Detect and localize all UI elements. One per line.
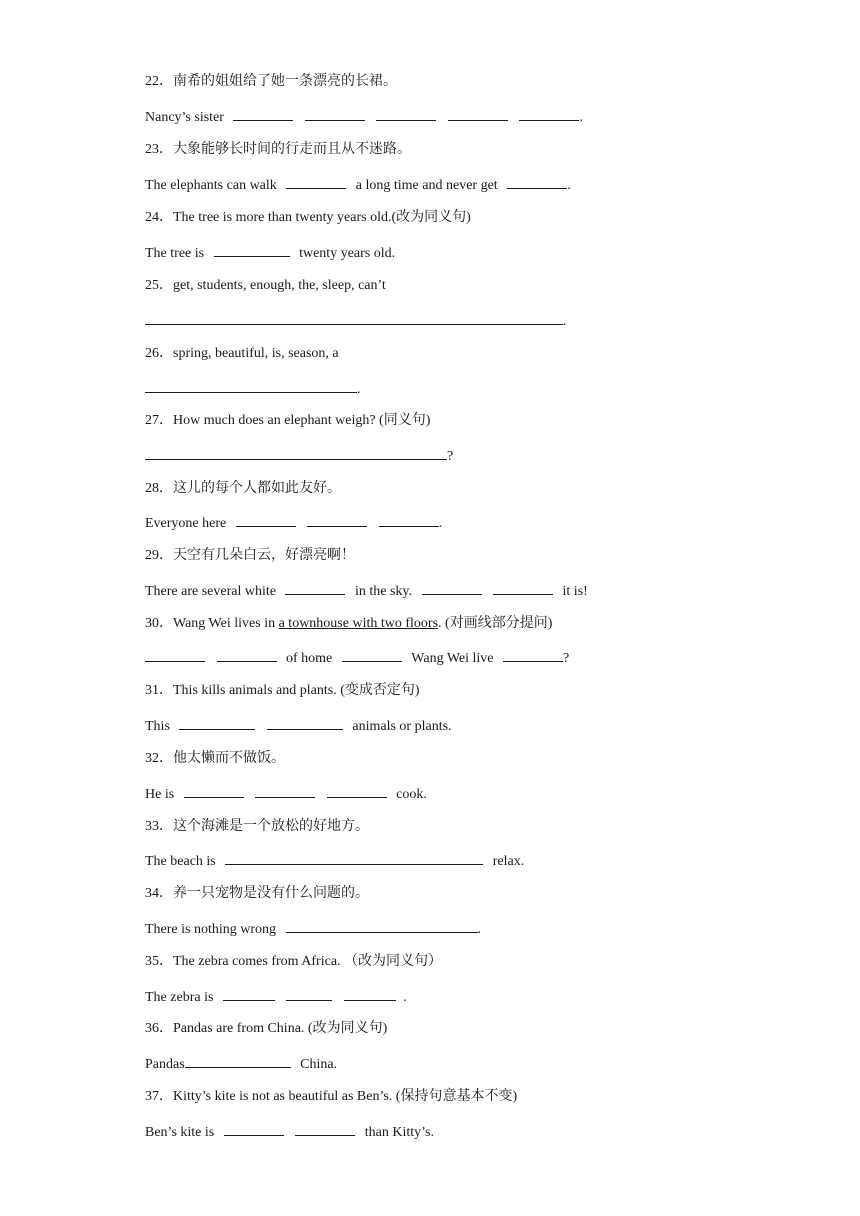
question-32-answer-line — [145, 784, 427, 804]
answer-blank[interactable] — [145, 311, 563, 325]
question-26-answer-line — [145, 379, 361, 399]
question-23-prompt: 23．大象能够长时间的行走而且从不迷路。 — [145, 142, 411, 157]
end-mark: . — [579, 110, 583, 125]
question-27-prompt: 27．How much does an elephant weigh? (同义句) — [145, 413, 431, 428]
answer-blank[interactable] — [307, 513, 367, 527]
answer-blank[interactable] — [214, 243, 290, 257]
answer-text: Pandas — [145, 1057, 185, 1072]
answer-text: There is nothing wrong — [145, 922, 277, 937]
answer-blank[interactable] — [286, 987, 332, 1001]
end-mark: . — [438, 516, 443, 531]
answer-blank[interactable] — [344, 987, 396, 1001]
answer-blank[interactable] — [145, 379, 357, 393]
question-31-prompt: 31．This kills animals and plants. (变成否定句) — [145, 683, 420, 698]
answer-blank[interactable] — [503, 648, 563, 662]
question-35-answer-line — [145, 987, 407, 1007]
answer-text: in the sky. — [354, 584, 413, 599]
answer-text: There are several white — [145, 584, 276, 599]
answer-blank[interactable] — [286, 175, 346, 189]
question-33-prompt: 33．这个海滩是一个放松的好地方。 — [145, 819, 369, 834]
answer-blank[interactable] — [185, 1054, 291, 1068]
answer-text: He is — [145, 787, 175, 802]
question-22-prompt: 22．南希的姐姐给了她一条漂亮的长裙。 — [145, 74, 397, 89]
question-28-answer-line — [145, 513, 442, 533]
answer-blank[interactable] — [305, 107, 365, 121]
answer-blank[interactable] — [233, 107, 293, 121]
question-34-prompt: 34．养一只宠物是没有什么问题的。 — [145, 886, 369, 901]
answer-text: of home — [286, 651, 333, 666]
answer-blank[interactable] — [224, 1122, 284, 1136]
answer-blank[interactable] — [285, 581, 345, 595]
answer-blank[interactable] — [519, 107, 579, 121]
question-32-prompt: 32．他太懒而不做饭。 — [145, 751, 285, 766]
answer-blank[interactable] — [179, 716, 255, 730]
answer-text: The tree is — [145, 246, 205, 261]
answer-blank[interactable] — [422, 581, 482, 595]
answer-blank[interactable] — [327, 784, 387, 798]
question-30-answer-line — [145, 648, 569, 668]
question-33-answer-line — [145, 851, 524, 871]
answer-blank[interactable] — [236, 513, 296, 527]
question-37-answer-line — [145, 1122, 434, 1142]
end-mark: . — [567, 178, 571, 193]
answer-blank[interactable] — [145, 446, 447, 460]
end-mark: . — [563, 314, 567, 329]
answer-blank[interactable] — [267, 716, 343, 730]
answer-blank[interactable] — [255, 784, 315, 798]
answer-text: This — [145, 719, 170, 734]
end-mark: . — [477, 922, 482, 937]
answer-blank[interactable] — [225, 851, 483, 865]
end-mark: . — [403, 990, 407, 1005]
question-29-answer-line — [145, 581, 588, 601]
question-35-prompt: 35．The zebra comes from Africa. （改为同义句） — [145, 954, 443, 969]
question-27-answer-line — [145, 446, 453, 466]
answer-blank[interactable] — [448, 107, 508, 121]
answer-text: cook. — [396, 787, 427, 802]
answer-blank[interactable] — [507, 175, 567, 189]
answer-text: a long time and never get — [355, 178, 498, 193]
answer-text: The zebra is — [145, 990, 214, 1005]
question-24-prompt: 24．The tree is more than twenty years old.(改为同义句) — [145, 210, 471, 225]
answer-text: The elephants can walk — [145, 178, 277, 193]
answer-blank[interactable] — [184, 784, 244, 798]
question-28-prompt: 28．这儿的每个人都如此友好。 — [145, 481, 341, 496]
question-26-prompt: 26．spring, beautiful, is, season, a — [145, 346, 339, 361]
answer-blank[interactable] — [379, 513, 439, 527]
answer-text: relax. — [492, 854, 525, 869]
question-30-prompt — [145, 615, 552, 633]
question-31-answer-line — [145, 716, 452, 736]
answer-text: than Kitty’s. — [364, 1125, 434, 1140]
question-22-answer-line — [145, 107, 583, 127]
answer-blank[interactable] — [223, 987, 275, 1001]
answer-blank[interactable] — [342, 648, 402, 662]
answer-text: Ben’s kite is — [145, 1125, 215, 1140]
end-mark: ? — [447, 449, 454, 464]
answer-text: The beach is — [145, 854, 216, 869]
question-36-answer-line — [145, 1054, 337, 1074]
answer-text: China. — [300, 1057, 338, 1072]
question-25-prompt: 25．get, students, enough, the, sleep, can’t — [145, 278, 386, 293]
answer-blank[interactable] — [493, 581, 553, 595]
answer-text: Everyone here — [145, 516, 227, 531]
question-34-answer-line — [145, 919, 481, 939]
end-mark: . — [357, 382, 361, 397]
answer-blank[interactable] — [217, 648, 277, 662]
question-23-answer-line — [145, 175, 571, 195]
prompt-text: 30．Wang Wei lives in — [145, 616, 279, 631]
answer-text: animals or plants. — [352, 719, 452, 734]
end-mark: ? — [563, 651, 570, 666]
prompt-text: . (对画线部分提问) — [438, 616, 553, 631]
answer-text: Wang Wei live — [411, 651, 494, 666]
answer-text: Nancy’s sister — [145, 110, 224, 125]
question-24-answer-line — [145, 243, 395, 263]
answer-blank[interactable] — [295, 1122, 355, 1136]
answer-text: twenty years old. — [299, 246, 396, 261]
answer-blank[interactable] — [286, 919, 478, 933]
answer-text: it is! — [562, 584, 588, 599]
answer-blank[interactable] — [376, 107, 436, 121]
question-37-prompt: 37．Kitty’s kite is not as beautiful as Ben’s. (保持句意基本不变) — [145, 1089, 518, 1104]
underlined-phrase: a townhouse with two floors — [278, 616, 439, 631]
question-29-prompt: 29．天空有几朵白云，好漂亮啊！ — [145, 548, 355, 563]
answer-blank[interactable] — [145, 648, 205, 662]
question-25-answer-line — [145, 311, 567, 331]
question-36-prompt: 36．Pandas are from China. (改为同义句) — [145, 1021, 388, 1036]
